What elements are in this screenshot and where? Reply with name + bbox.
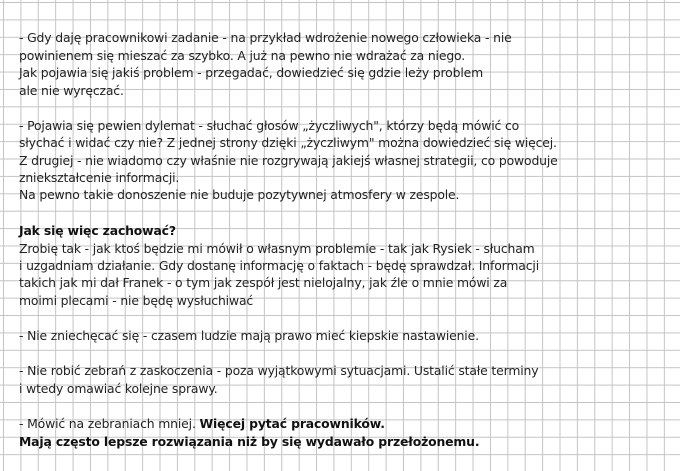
note-line: i uzgadniam działanie. Gdy dostanę informację o faktach - będę sprawdzał. Informacji [19,258,539,273]
note-line: - Pojawia się pewien dylemat - słuchać głosów „życzliwych", którzy będą mówić co [19,118,520,133]
section-heading: Jak się więc zachować? [19,223,176,238]
note-line: słychać i widać czy nie? Z jednej strony dzięki „życzliwym" można dowiedzieć się więcej. [19,135,557,150]
note-emphasis: Mają często lepsze rozwiązania niż by się wydawało przełożonemu. [19,434,480,449]
note-line: ale nie wyręczać. [19,83,124,98]
note-line: takich jak mi dał Franek - o tym jak zespół jest nielojalny, jak źle o mnie mówi za [19,275,508,290]
note-line: powinienem się mieszać za szybko. A już na pewno nie wdrażać za niego. [19,48,466,63]
note-line: zniekształcenie informacji. [19,170,180,185]
note-line: - Gdy daję pracownikowi zadanie - na przykład wdrożenie nowego człowieka - nie [19,30,512,45]
note-text: - Mówić na zebraniach mniej. [19,416,200,431]
note-line: moimi plecami - nie będę wysłuchiwać [19,293,254,308]
note-line [19,416,385,432]
note-emphasis: Więcej pytać pracowników. [199,416,385,431]
note-line: Z drugiej - nie wiadomo czy właśnie nie rozgrywają jakiejś własnej strategii, co powoduje [19,153,558,168]
note-line: Jak pojawia się jakiś problem - przegadać, dowiedzieć się gdzie leży problem [19,65,484,80]
note-line: Zrobię tak - jak ktoś będzie mi mówił o własnym problemie - tak jak Rysiek - słucham [19,241,535,256]
note-line: Na pewno takie donoszenie nie buduje pozytywnej atmosfery w zespole. [19,187,460,202]
note-line: i wtedy omawiać kolejne sprawy. [19,381,218,396]
note-line: - Nie robić zebrań z zaskoczenia - poza wyjątkowymi sytuacjami. Ustalić stałe terminy [19,363,539,378]
note-line: - Nie zniechęcać się - czasem ludzie mają prawo mieć kiepskie nastawienie. [19,328,479,343]
